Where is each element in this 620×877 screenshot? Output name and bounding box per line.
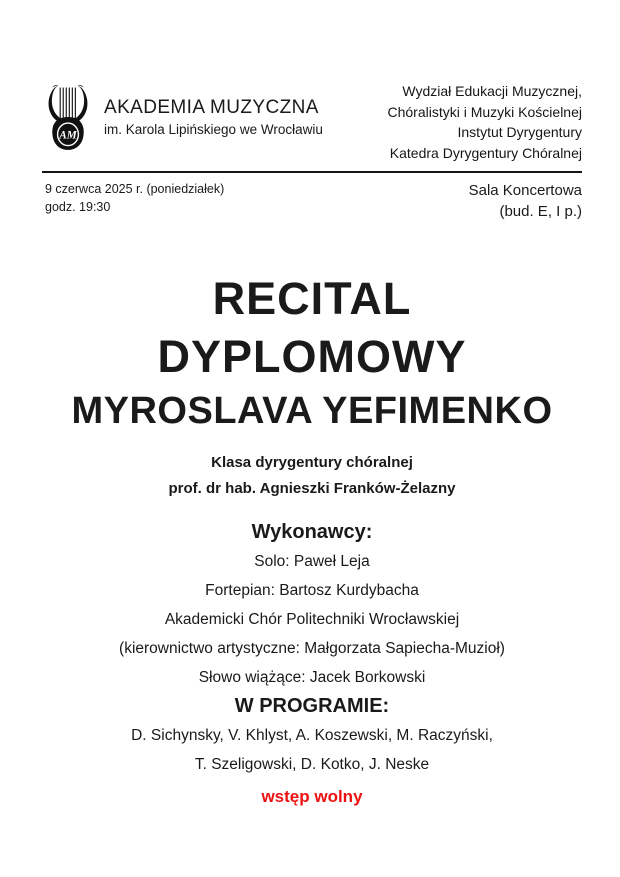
- event-date: 9 czerwca 2025 r. (poniedziałek): [45, 182, 225, 196]
- performer-line: (kierownictwo artystyczne: Małgorzata Sapiecha-Muzioł): [119, 640, 505, 657]
- performer-line: Solo: Paweł Leja: [254, 553, 370, 570]
- title-line-1: RECITAL: [212, 273, 412, 324]
- event-info-row: [42, 180, 582, 222]
- performers-heading: Wykonawcy:: [251, 521, 373, 543]
- academy-title: AKADEMIA MUZYCZNA: [104, 97, 319, 118]
- recital-title: [42, 270, 582, 436]
- department-block: [387, 81, 582, 163]
- class-professor: prof. dr hab. Agnieszki Franków-Żelazny: [168, 480, 456, 497]
- department-line: Wydział Edukacji Muzycznej,: [402, 83, 582, 99]
- department-line: Chóralistyki i Muzyki Kościelnej: [387, 103, 582, 120]
- class-info-block: [42, 450, 582, 502]
- venue-block: [469, 180, 582, 222]
- performer-line: Fortepian: Bartosz Kurdybacha: [205, 582, 419, 599]
- department-line: Katedra Dyrygentury Chóralnej: [389, 144, 582, 161]
- lyre-logo-monogram: AM: [59, 129, 77, 142]
- masthead: [42, 0, 582, 163]
- venue-name: Sala Koncertowa: [468, 182, 582, 199]
- event-time: godz. 19:30: [45, 200, 111, 214]
- department-line: Instytut Dyrygentury: [457, 124, 582, 140]
- academy-brand: [42, 84, 323, 150]
- performer-line: Słowo wiążące: Jacek Borkowski: [198, 669, 426, 686]
- date-time-block: [42, 180, 224, 222]
- title-line-3: MYROSLAVA YEFIMENKO: [71, 390, 553, 432]
- academy-subtitle: im. Karola Lipińskiego we Wrocławiu: [104, 122, 323, 137]
- program-body: [42, 270, 582, 811]
- admission-note: wstęp wolny: [261, 787, 363, 806]
- title-line-2: DYPLOMOWY: [157, 331, 467, 382]
- header-divider: [42, 171, 582, 173]
- program-line: D. Sichynsky, V. Khlyst, A. Koszewski, M. Raczyński,: [131, 727, 493, 744]
- class-name: Klasa dyrygentury chóralnej: [211, 454, 413, 471]
- lyre-logo-icon: [42, 84, 94, 150]
- program-line: T. Szeligowski, D. Kotko, J. Neske: [194, 756, 430, 773]
- academy-name-block: [104, 97, 323, 137]
- performer-line: Akademicki Chór Politechniki Wrocławskiej: [164, 611, 460, 628]
- venue-detail: (bud. E, I p.): [499, 203, 582, 220]
- program-heading: W PROGRAMIE:: [234, 695, 390, 717]
